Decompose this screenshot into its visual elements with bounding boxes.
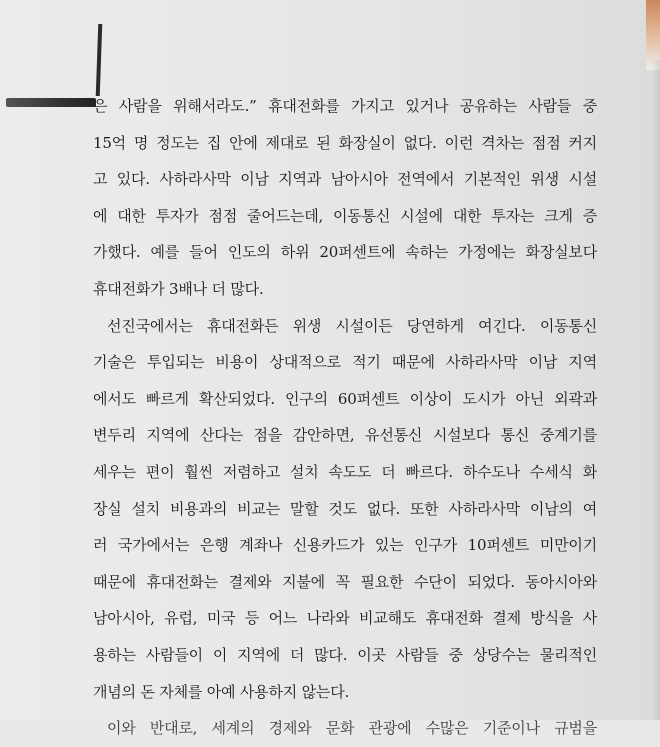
- text-line: 용하는 사람들이 이 지역에 더 많다. 이곳 사람들 중 상당수는 물리적인: [93, 645, 597, 664]
- text-line: 15억 명 정도는 집 안에 제대로 된 화장실이 없다. 이런 격차는 점점 커지: [93, 133, 597, 152]
- text-line: 러 국가에서는 은행 계좌나 신용카드가 있는 인구가 10퍼센트 미만이기: [93, 536, 597, 555]
- scan-edge-smudge: [6, 98, 96, 107]
- text-line: 휴대전화가 3배나 더 많다.: [93, 279, 264, 298]
- scan-edge-line: [96, 24, 103, 96]
- text-line: 장실 설치 비용과의 비교는 말할 것도 없다. 또한 사하라사막 이남의 여: [93, 499, 597, 518]
- text-line: 개념의 돈 자체를 아예 사용하지 않는다.: [93, 682, 350, 701]
- text-line: 세우는 편이 훨씬 저렴하고 설치 속도도 더 빠르다. 하수도나 수세식 화: [93, 462, 597, 481]
- text-line: 기술은 투입되는 비용이 상대적으로 적기 때문에 사하라사막 이남 지역: [93, 353, 597, 372]
- text-line: 이와 반대로, 세계의 경제와 문화 관광에 수많은 기준이나 규범을: [107, 719, 597, 738]
- text-line: 선진국에서는 휴대전화든 위생 시설이든 당연하게 여긴다. 이동통신: [107, 316, 597, 335]
- text-line: 가했다. 예를 들어 인도의 하위 20퍼센트에 속하는 가정에는 화장실보다: [93, 243, 597, 262]
- text-line: 에서도 빠르게 확산되었다. 인구의 60퍼센트 이상이 도시가 아닌 외곽과: [93, 389, 597, 408]
- text-line: 때문에 휴대전화는 결제와 지불에 꼭 필요한 수단이 되었다. 동아시아와: [93, 572, 597, 591]
- text-line: 고 있다. 사하라사막 이남 지역과 남아시아 전역에서 기본적인 위생 시설: [93, 170, 597, 189]
- text-line: 에 대한 투자가 점점 줄어드는데, 이동통신 시설에 대한 투자는 크게 증: [93, 206, 597, 225]
- text-line: 남아시아, 유럽, 미국 등 어느 나라와 비교해도 휴대전화 결제 방식을 사: [93, 609, 597, 628]
- page-gutter-shade: [652, 60, 660, 720]
- body-text: [93, 88, 597, 747]
- text-line: 변두리 지역에 산다는 점을 감안하면, 유선통신 시설보다 통신 중계기를: [93, 426, 597, 445]
- text-line: 은 사람을 위해서라도.” 휴대전화를 가지고 있거나 공유하는 사람들 중: [93, 97, 597, 115]
